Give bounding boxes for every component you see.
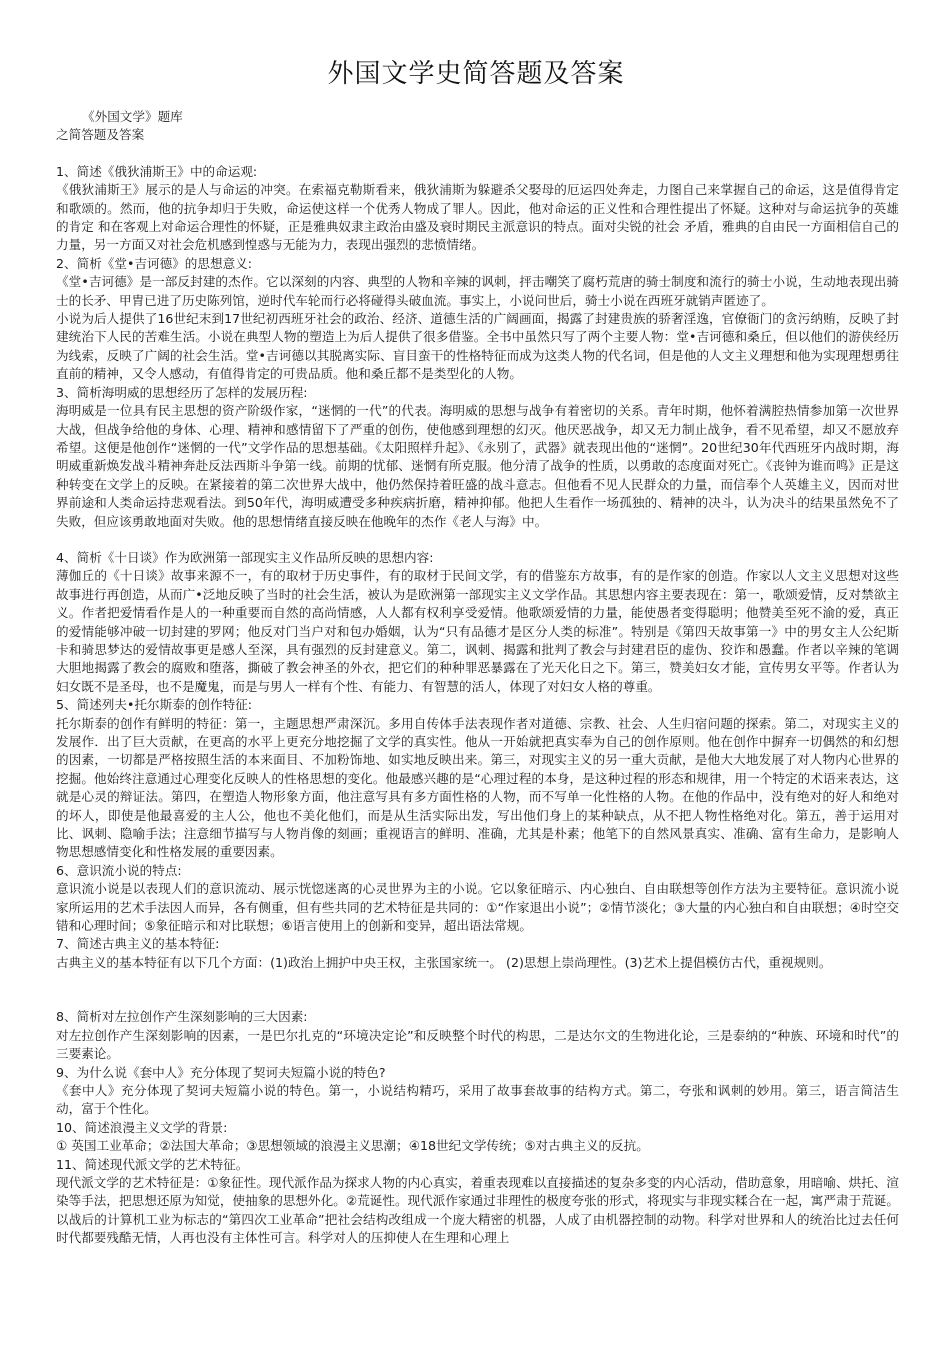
intro-line-2: 之简答题及答案: [56, 127, 145, 143]
answer-paragraph: 海明威是一位具有民主思想的资产阶级作家，“迷惘的一代”的代表。海明威的思想与战争有着密切的关系。青年时期，他怀着满腔热情参加第一次世界大战，但战争给他的身体、心理、精神和感情留下了严重的创伤，使他感到理想的幻灭。他厌恶战争，却又无力制止战争，看不见希望，却又不愿放弃希望。这便是他创作“迷惘的一代”文学作品的思想基础。《太阳照样升起》、《永别了，武器》就表现出他的“迷惘”。20世纪30年代西班牙内战时期，海明威重新焕发战斗精神奔赴反法西斯斗争第一线。前期的忧郁、迷惘有所克服。他分清了战争的性质，以勇敢的态度面对死亡。《丧钟为谁而鸣》正是这种转变在文学上的反映。在紧接着的第二次世界大战中，他仍然保持着旺盛的战斗意志。但他看不见人民群众的力量，而信奉个人英雄主义，因而对世界前途和人类命运持悲观看法。到50年代，海明威遭受多种疾病折磨，精神抑郁。他把人生看作一场孤独的、精神的决斗，认为决斗的结果虽然免不了失败，但应该勇敢地面对失败。他的思想情绪直接反映在他晚年的杰作《老人与海》中。: [56, 403, 899, 529]
answer-paragraph: 古典主义的基本特征有以下几个方面：(1)政治上拥护中央王权，主张国家统一。 (2)思想上崇尚理性。(3)艺术上提倡模仿古代，重视规则。: [56, 954, 832, 970]
question-heading-6: 6、意识流小说的特点:: [56, 862, 182, 878]
answer-paragraph: 小说为后人提供了16世纪末到17世纪初西班牙社会的政治、经济、道德生活的广阔画面，揭露了封建贵族的骄奢淫逸，官僚衙门的贪污纳贿，反映了封建统治下人民的苦难生活。小说在典型人物的塑造上为后人提供了很多借鉴。全书中虽然只写了两个主要人物：堂•吉诃德和桑丘，但以他们的游侠经历为线索，反映了广阔的社会生活。堂•吉诃德以其脱离实际、盲目蛮干的性格特征而成为这类人物的代名词，但是他的人文主义理想和他为实现理想勇往直前的精神，又令人感动，有值得肯定的可贵品质。他和桑丘都不是类型化的人物。: [56, 311, 899, 382]
answer-paragraph: 《俄狄浦斯王》展示的是人与命运的冲突。在索福克勒斯看来，俄狄浦斯为躲避杀父娶母的厄运四处奔走，力图自己来掌握自己的命运，这是值得肯定和歌颂的。然而，他的抗争却归于失败，命运使这样一个优秀人物成了罪人。因此，他对命运的正义性和合理性提出了怀疑。这种对与命运抗争的英雄的肯定 和在客观上对命运合理性的怀疑，正是雅典奴隶主政治由盛及衰时期民主派意识的特点。面对尖锐的社会 矛盾，雅典的自由民一方面相信自己的力量，另一方面又对社会危机感到惶惑与无能为力，表现出强烈的悲愤情绪。: [56, 182, 899, 253]
answer-paragraph: 托尔斯泰的创作有鲜明的特征：第一，主题思想严肃深沉。多用自传体手法表现作者对道德、宗教、社会、人生归宿问题的探索。第二，对现实主义的发展作．出了巨大贡献，在更高的水平上更充分地挖掘了文学的真实性。他从一开始就把真实奉为自己的创作原则。他在创作中摒弃一切偶然的和幻想的因素，一切都是严格按照生活的本来面目、不加粉饰地、如实地反映出来。第三，对现实主义的另一重大贡献，是他大大地发展了对人物内心世界的挖掘。他始终注意通过心理变化反映人的性格思想的变化。他最感兴趣的是“心理过程的本身，是这种过程的形态和规律，用一个特定的术语来表达，这就是心灵的辩证法。第四，在塑造人物形象方面，他注意写具有多方面性格的人物，而不写单一化性格的人物。在他的作品中，没有绝对的好人和绝对的坏人，即使是他最喜爱的主人公，他也不美化他们，而是从生活实际出发，写出他们身上的某种缺点，从不把人物性格绝对化。第五，善于运用对比、讽刺、隐喻手法；注意细节描写与人物肖像的刻画；重视语言的鲜明、准确，尤其是朴素；他笔下的自然风景真实、准确、富有生命力，是影响人物思想感情变化和性格发展的重要因素。: [56, 715, 899, 860]
spacer: [56, 972, 899, 1008]
question-heading-7: 7、简述古典主义的基本特征:: [56, 936, 220, 952]
question-heading-1: 1、简述《俄狄浦斯王》中的命运观:: [56, 163, 258, 179]
answer-paragraph: 《堂•吉诃德》是一部反封建的杰作。它以深刻的内容、典型的人物和辛辣的讽刺，抨击嘲笑了腐朽荒唐的骑士制度和流行的骑士小说，生动地表现出骑士的长矛、甲胄已进了历史陈列馆，逆时代车轮而行必将碰得头破血流。事实上，小说问世后，骑士小说在西班牙就销声匿迹了。: [56, 274, 899, 308]
answer-paragraph: ① 英国工业革命；②法国大革命；③思想领域的浪漫主义思潮；④18世纪文学传统；⑤对古典主义的反抗。: [56, 1138, 649, 1154]
spacer: [56, 531, 899, 549]
answer-paragraph: 现代派文学的艺术特征是：①象征性。现代派作品为探求人物的内心真实，着重表现难以直接描述的复杂多变的内心活动，借助意象，用暗喻、烘托、渲染等手法，把思想还原为知觉，使抽象的思想外化。②荒诞性。现代派作家通过非理性的极度夸张的形式，将现实与非现实糅合在一起，寓严肃于荒诞。以战后的计算机工业为标志的“第四次工业革命”把社会结构改组成一个庞大精密的机器，人成了由机器控制的动物。科学对世界和人的统治比过去任何时代都要残酷无情，人再也没有主体性可言。科学对人的压抑使人在生理和心理上: [56, 1174, 899, 1246]
question-heading-5: 5、简述列夫•托尔斯泰的创作特征:: [56, 697, 252, 713]
question-heading-4: 4、简析《十日谈》作为欧洲第一部现实主义作品所反映的思想内容:: [56, 549, 434, 565]
question-heading-3: 3、简析海明威的思想经历了怎样的发展历程:: [56, 384, 308, 400]
answer-paragraph: 薄伽丘的《十日谈》故事来源不一，有的取材于历史事件，有的取材于民间文学，有的借鉴东方故事，有的是作家的创造。作家以人文主义思想对这些故事进行再创造，从而广•泛地反映了当时的社会生活，被认为是欧洲第一部现实主义文学作品。其思想内容主要表现在：第一，歌颂爱情，反对禁欲主义。作者把爱情看作是人的一种重要而自然的高尚情感，人人都有权利享受爱情。他歌颂爱情的力量，能使愚者变得聪明；他赞美至死不渝的爱，真正的爱情能够冲破一切封建的罗网；他反对门当户对和包办婚姻，认为“只有品德才是区分人类的标准”。特别是《第四天故事第一》中的男女主人公纪斯卡和骑思梦达的爱情故事更是感人至深，具有强烈的反封建意义。第二，讽刺、揭露和批判了教会与封建君臣的虚伪、狡诈和愚蠢。作者以辛辣的笔调大胆地揭露了教会的腐败和堕落，撕破了教会神圣的外衣，把它们的种种罪恶暴露在了光天化日之下。第三，赞美妇女才能，宣传男女平等。作者认为妇女既不是圣母，也不是魔鬼，而是与男人一样有个性、有能力、有智慧的活人，体现了对妇女人格的尊重。: [56, 568, 899, 694]
question-heading-9: 9、为什么说《套中人》充分体现了契诃夫短篇小说的特色?: [56, 1064, 386, 1080]
answer-paragraph: 意识流小说是以表现人们的意识流动、展示恍惚迷离的心灵世界为主的小说。它以象征暗示、内心独白、自由联想等创作方法为主要特征。意识流小说家所运用的艺术手法因人而异，各有侧重，但有些共同的艺术特征是共同的：①“作家退出小说”；②情节淡化；③大量的内心独白和自由联想；④时空交错和心理时间；⑤象征暗示和对比联想；⑥语言使用上的创新和变异，超出语法常规。: [56, 881, 899, 934]
question-heading-2: 2、简析《堂•吉诃德》的思想意义:: [56, 255, 252, 271]
answer-paragraph: 对左拉创作产生深刻影响的因素，一是巴尔扎克的“环境决定论”和反映整个时代的构思，二是达尔文的生物进化论，三是泰纳的“种族、环境和时代”的三要素论。: [56, 1027, 899, 1062]
question-heading-8: 8、简析对左拉创作产生深刻影响的三大因素:: [56, 1009, 308, 1025]
question-heading-10: 10、简述浪漫主义文学的背景:: [56, 1119, 228, 1135]
intro-line-1: 《外国文学》题库: [82, 109, 183, 124]
document-title: 外国文学史简答题及答案: [327, 59, 625, 89]
answer-paragraph: 《套中人》充分体现了契诃夫短篇小说的特色。第一，小说结构精巧，采用了故事套故事的结构方式。第二，夸张和讽刺的妙用。第三，语言简洁生动，富于个性化。: [56, 1082, 899, 1117]
spacer: [56, 145, 899, 163]
question-heading-11: 11、简述现代派文学的艺术特征。: [56, 1156, 249, 1172]
document-body: [56, 108, 899, 1248]
